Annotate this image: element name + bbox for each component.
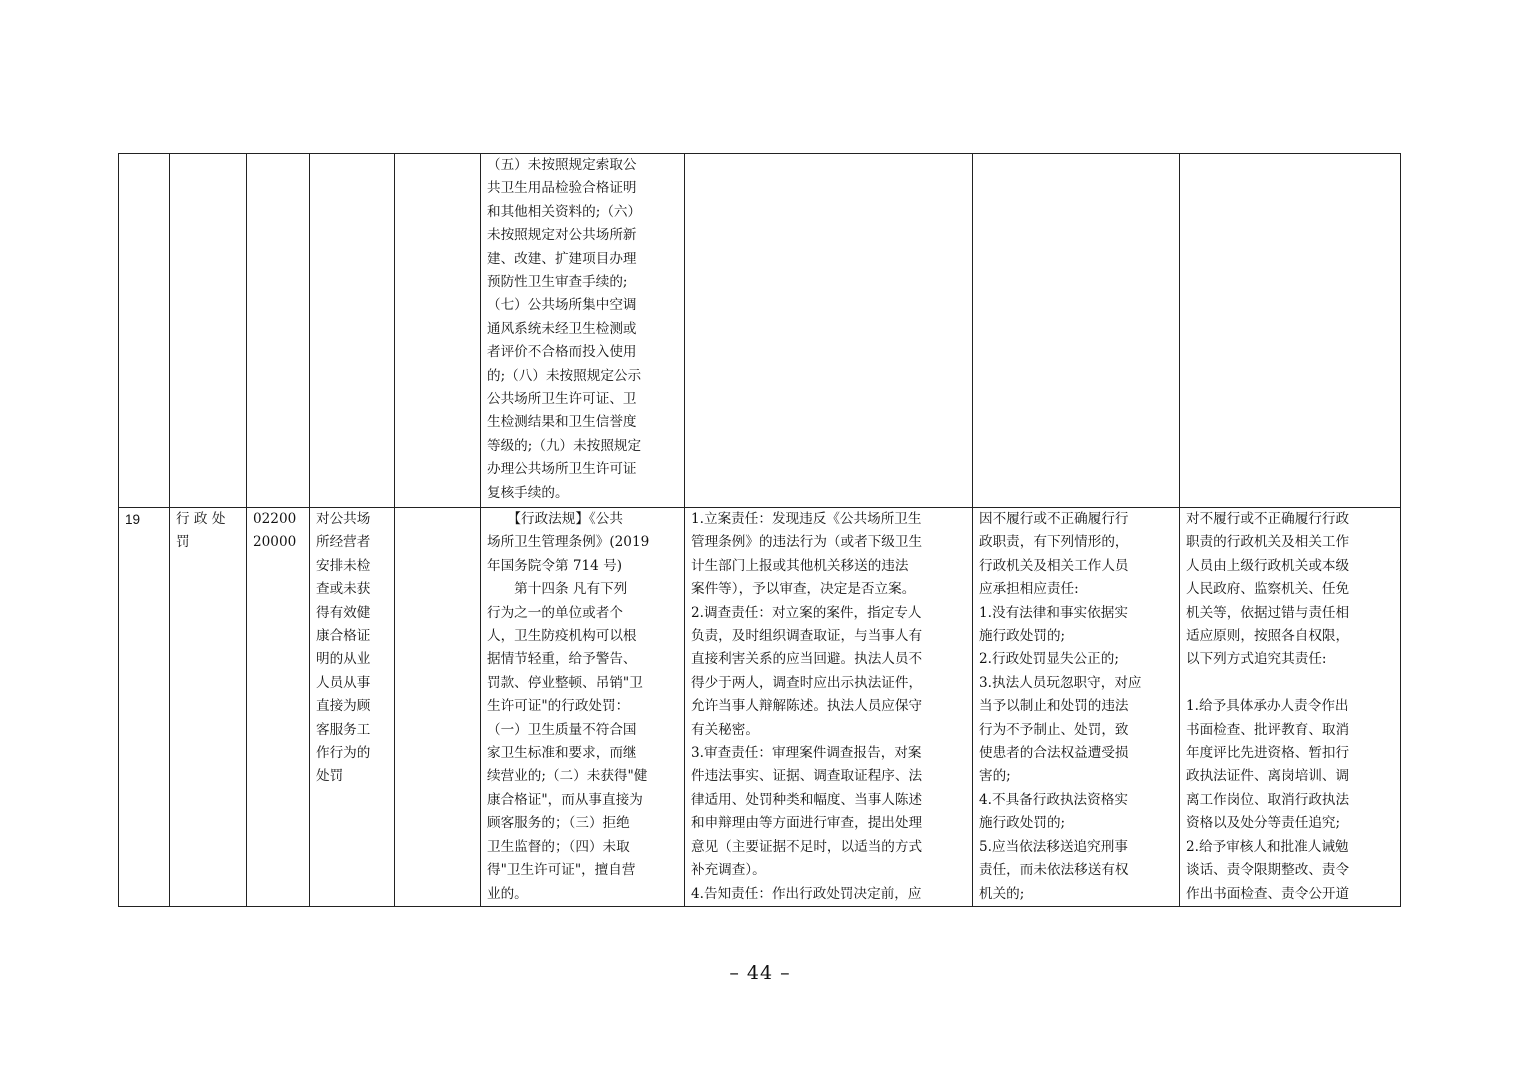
code-cell: 02200 20000 [247, 508, 310, 907]
item-name-cell-empty [310, 154, 395, 508]
accountability-cases-cell: 因不履行或不正确履行行 政职责，有下列情形的， 行政机关及相关工作人员 应承担相应责任: 1.没有法律和事实依据实 施行政处罚的; 2.行政处罚显失公正的; 3.执法人员玩忽职守，对应 当予以制止和处罚的违法 行为不予制止、处罚，致 使患者的合法权益遭受损 害的; 4.不具备行政执法资格实 施行政处罚的; 5.应当依法移送追究刑事 责任，而未依法移送有权 机关的; [973, 508, 1180, 907]
accountability-cases-cell-empty [973, 154, 1180, 508]
responsibilities-cell: 1.立案责任：发现违反《公共场所卫生 管理条例》的违法行为（或者下级卫生 计生部门上报或其他机关移送的违法 案件等），予以审查，决定是否立案。 2.调查责任：对立案的案件，指定专人 负责，及时组织调查取证，与当事人有 直接利害关系的应当回避。执法人员不 得少于两人，调查时应出示执法证件， 允许当事人辩解陈述。执法人员应保守 有关秘密。 3.审查责任：审理案件调查报告，对案 件违法事实、证据、调查取证程序、法 律适用、处罚种类和幅度、当事人陈述 和申辩理由等方面进行审查，提出处理 意见（主要证据不足时，以适当的方式 补充调查）。 4.告知责任：作出行政处罚决定前，应 [685, 508, 973, 907]
page-number: – 44 – [729, 962, 791, 984]
seq-cell: 19 [119, 508, 170, 907]
item-name-cell: 对公共场 所经营者 安排未检 查或未获 得有效健 康合格证 明的从业 人员从事 直接为顾 客服务工 作行为的 处罚 [310, 508, 395, 907]
table-row [119, 154, 1401, 508]
basis-cell: 【行政法规】《公共 场所卫生管理条例》(2019 年国务院令第 714 号) 第十四条 凡有下列 行为之一的单位或者个 人，卫生防疫机构可以根 据情节轻重，给予警告、 罚款、停业整顿、吊销"卫 生许可证"的行政处罚： （一）卫生质量不符合国 家卫生标准和要求，而继 续营业的;（二）未获得"健 康合格证"，而从事直接为 顾客服务的；（三）拒绝 卫生监督的；（四）未取 得"卫生许可证"，擅自营 业的。 [481, 508, 685, 907]
table-row [119, 508, 1401, 907]
sub-item-cell [395, 508, 481, 907]
sub-item-cell-empty [395, 154, 481, 508]
seq-cell-empty [119, 154, 170, 508]
code-cell-empty [247, 154, 310, 508]
category-cell-empty [170, 154, 247, 508]
category-cell: 行 政 处 罚 [170, 508, 247, 907]
basis-continuation-cell: （五）未按照规定索取公 共卫生用品检验合格证明 和其他相关资料的;（六） 未按照规定对公共场所新 建、改建、扩建项目办理 预防性卫生审查手续的; （七）公共场所集中空调 通风系统未经卫生检测或 者评价不合格而投入使用 的;（八）未按照规定公示 公共场所卫生许可证、卫 生检测结果和卫生信誉度 等级的;（九）未按照规定 办理公共场所卫生许可证 复核手续的。 [481, 154, 685, 508]
accountability-method-cell: 对不履行或不正确履行行政 职责的行政机关及相关工作 人员由上级行政机关或本级 人民政府、监察机关、任免 机关等，依据过错与责任相 适应原则，按照各自权限， 以下列方式追究其责任: 1.给予具体承办人责令作出 书面检查、批评教育、取消 年度评比先进资格、暂扣行 政执法证件、离岗培训、调 离工作岗位、取消行政执法 资格以及处分等责任追究; 2.给予审核人和批准人诫勉 谈话、责令限期整改、责令 作出书面检查、责令公开道 [1180, 508, 1401, 907]
responsibility-table [118, 153, 1401, 907]
responsibilities-cell-empty [685, 154, 973, 508]
accountability-method-cell-empty [1180, 154, 1401, 508]
